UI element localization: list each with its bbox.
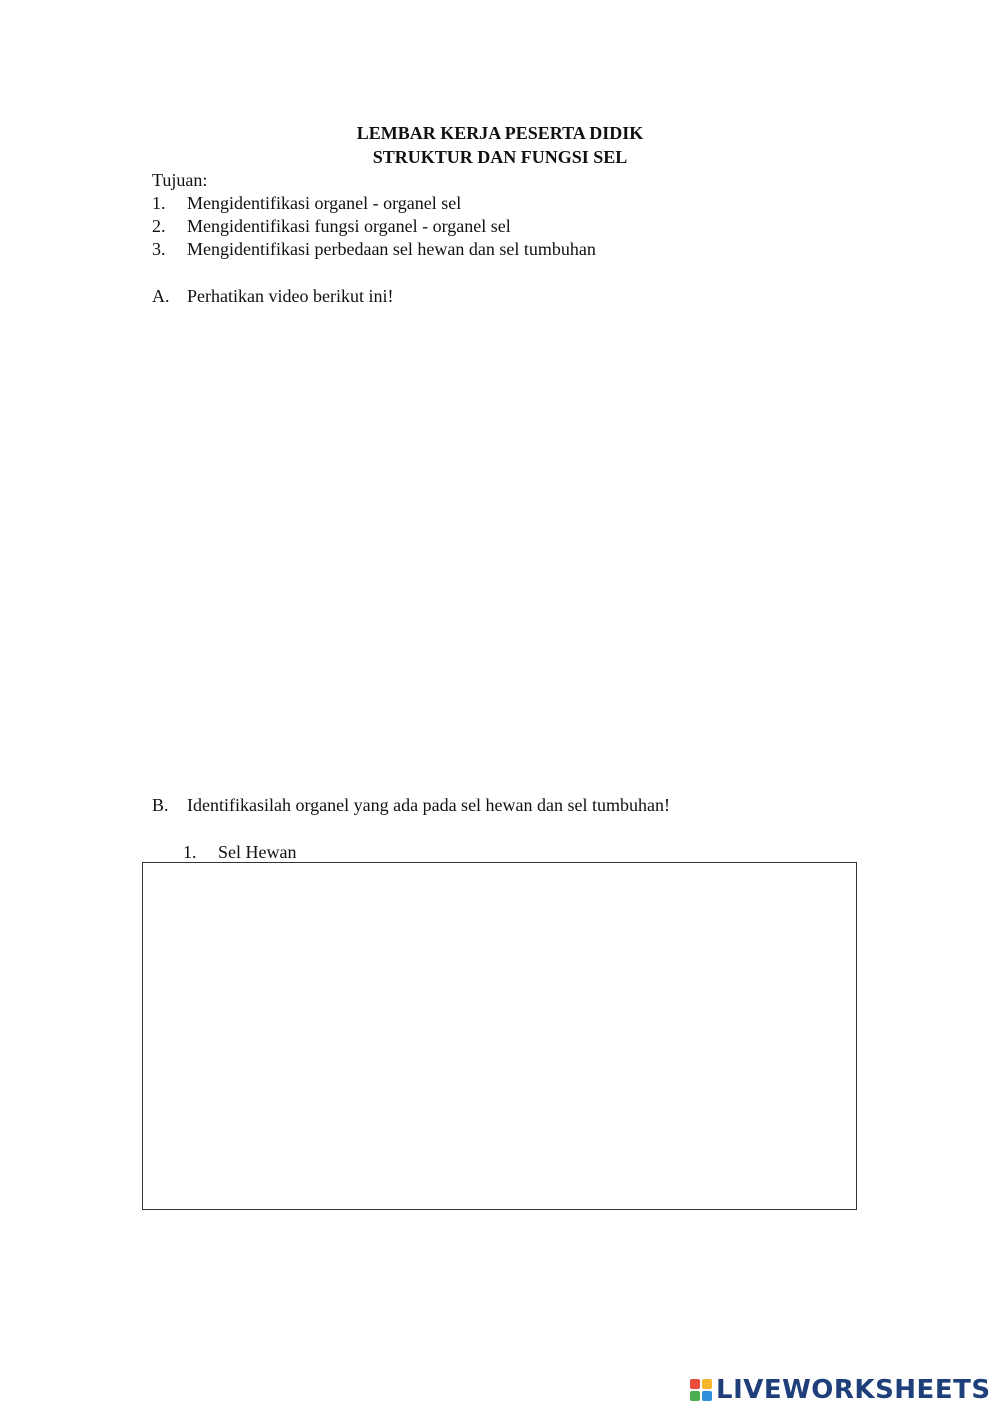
animal-cell-answer-box[interactable] <box>142 862 857 1210</box>
section-b-letter: B. <box>152 795 169 815</box>
section-a-letter: A. <box>152 286 170 306</box>
video-placeholder[interactable] <box>150 320 850 770</box>
goals-heading: Tujuan: <box>152 170 208 190</box>
sub-item-number: 1. <box>183 842 197 862</box>
goal-item: Mengidentifikasi organel - organel sel <box>187 193 462 213</box>
page-title: LEMBAR KERJA PESERTA DIDIK <box>356 123 644 143</box>
logo-mark-icon <box>690 1379 712 1401</box>
goal-number: 1. <box>152 193 166 213</box>
section-b-instruction: Identifikasilah organel yang ada pada sel hewan dan sel tumbuhan! <box>187 795 671 815</box>
page-subtitle: STRUKTUR DAN FUNGSI SEL <box>372 147 628 167</box>
section-a-instruction: Perhatikan video berikut ini! <box>187 286 394 306</box>
goal-number: 3. <box>152 239 166 259</box>
goal-item: Mengidentifikasi perbedaan sel hewan dan sel tumbuhan <box>187 239 596 259</box>
goal-number: 2. <box>152 216 166 236</box>
liveworksheets-logo <box>690 1373 991 1407</box>
goal-item: Mengidentifikasi fungsi organel - organel sel <box>187 216 511 236</box>
sub-item-label: Sel Hewan <box>218 842 297 862</box>
logo-text: LIVEWORKSHEETS <box>716 1375 991 1405</box>
